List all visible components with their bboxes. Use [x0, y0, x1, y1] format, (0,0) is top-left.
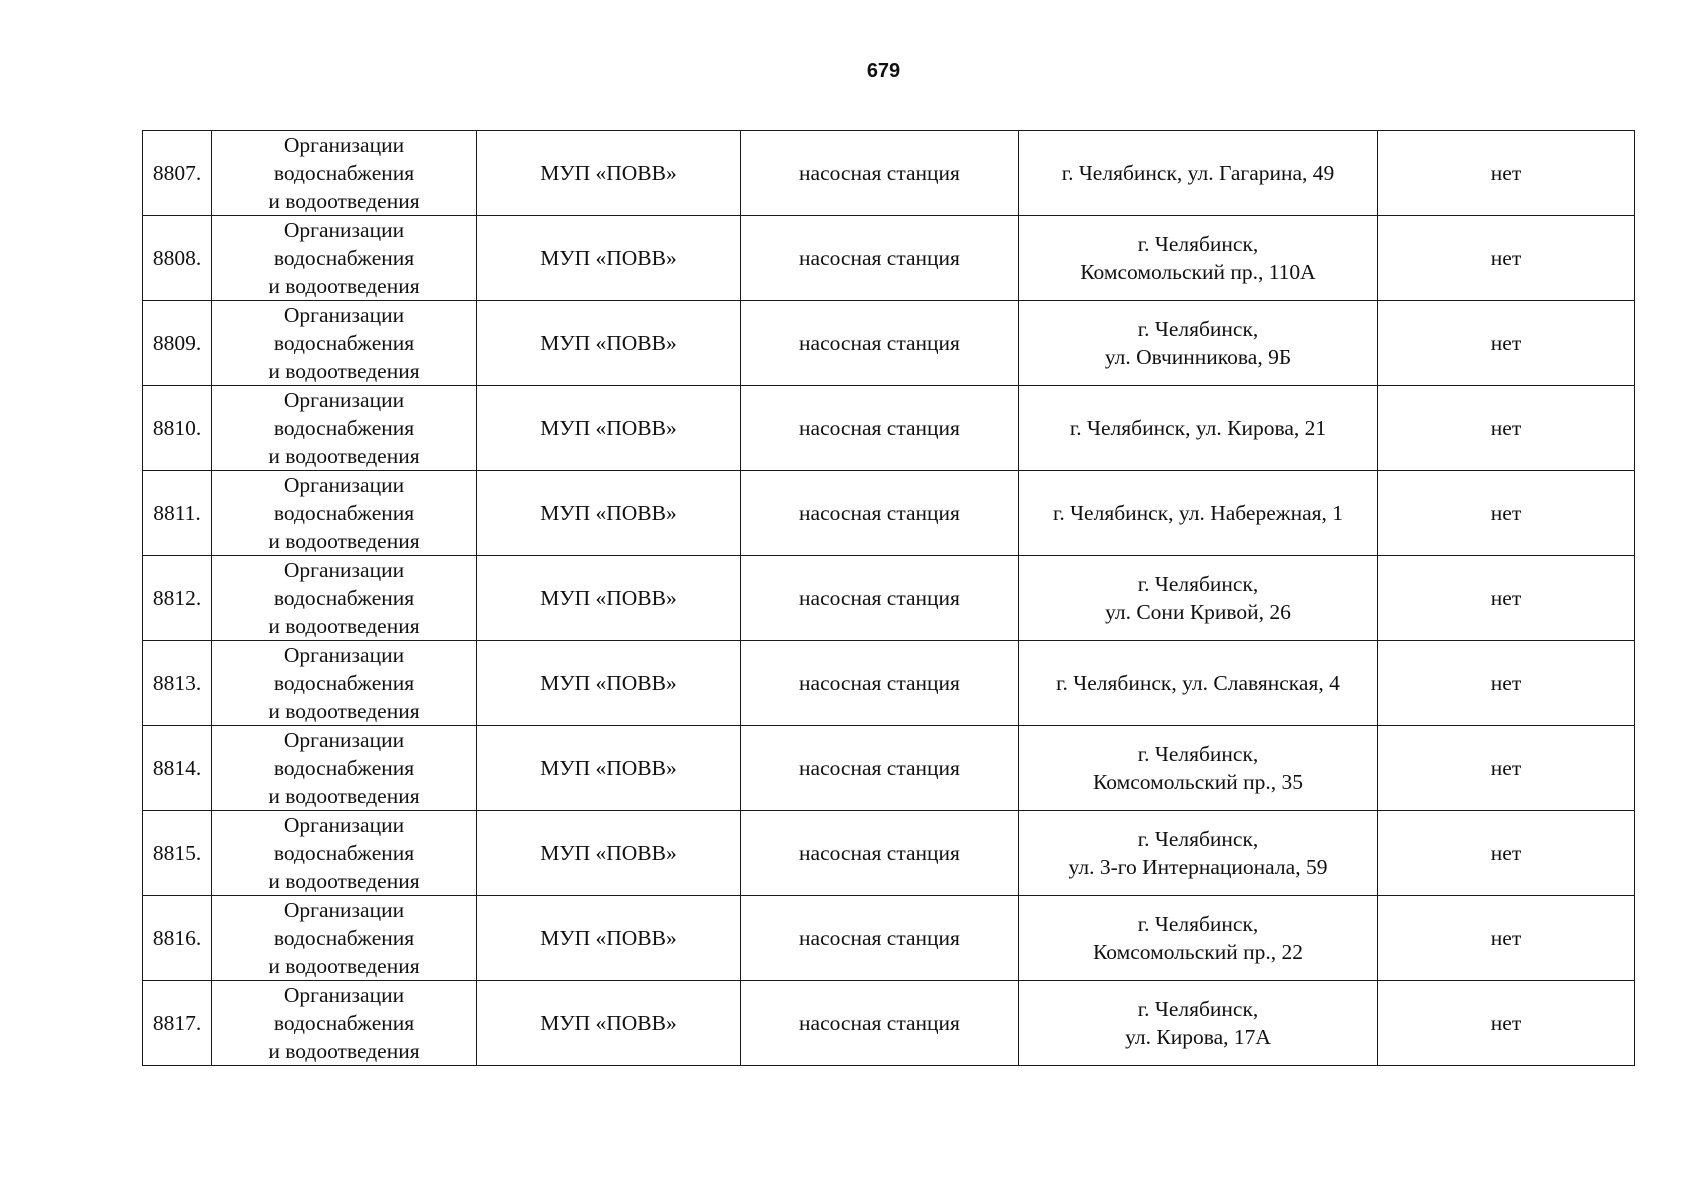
address-line: ул. Сони Кривой, 26	[1105, 600, 1291, 624]
organization-type-cell	[212, 896, 477, 981]
address-line: г. Челябинск,	[1137, 997, 1259, 1021]
address-line: г. Челябинск, ул. Славянская, 4	[1056, 671, 1340, 695]
company-cell: МУП «ПОВВ»	[477, 556, 741, 641]
row-number-cell: 8809.	[143, 301, 212, 386]
row-number-cell: 8816.	[143, 896, 212, 981]
company-cell: МУП «ПОВВ»	[477, 386, 741, 471]
organization-type-line: и водоотведения	[268, 699, 420, 723]
organization-type-cell	[212, 981, 477, 1066]
row-number-cell: 8812.	[143, 556, 212, 641]
object-type-cell: насосная станция	[741, 811, 1019, 896]
organization-type-line: Организации	[283, 643, 405, 667]
organization-type-line: и водоотведения	[268, 359, 420, 383]
registry-table-body	[143, 131, 1635, 1066]
organization-type-cell	[212, 641, 477, 726]
organization-type-line: водоснабжения	[273, 1011, 415, 1035]
status-cell: нет	[1378, 216, 1635, 301]
object-type-cell: насосная станция	[741, 981, 1019, 1066]
table-row	[143, 641, 1635, 726]
object-type-cell: насосная станция	[741, 301, 1019, 386]
organization-type-line: водоснабжения	[273, 416, 415, 440]
organization-type-line: водоснабжения	[273, 161, 415, 185]
address-line: г. Челябинск,	[1137, 742, 1259, 766]
organization-type-line: Организации	[283, 813, 405, 837]
status-cell: нет	[1378, 641, 1635, 726]
company-cell: МУП «ПОВВ»	[477, 216, 741, 301]
address-cell	[1019, 811, 1378, 896]
address-cell	[1019, 896, 1378, 981]
address-cell	[1019, 386, 1378, 471]
address-cell	[1019, 641, 1378, 726]
row-number-cell: 8817.	[143, 981, 212, 1066]
row-number-cell: 8810.	[143, 386, 212, 471]
table-row	[143, 471, 1635, 556]
organization-type-line: и водоотведения	[268, 189, 420, 213]
address-cell	[1019, 471, 1378, 556]
page-number: 679	[866, 60, 901, 82]
address-line: ул. 3-го Интернационала, 59	[1068, 855, 1328, 879]
row-number-cell: 8815.	[143, 811, 212, 896]
row-number-cell: 8808.	[143, 216, 212, 301]
address-line: г. Челябинск, ул. Набережная, 1	[1052, 501, 1344, 525]
row-number-cell: 8811.	[143, 471, 212, 556]
organization-type-line: водоснабжения	[273, 756, 415, 780]
address-cell	[1019, 726, 1378, 811]
address-line: г. Челябинск,	[1137, 317, 1259, 341]
organization-type-cell	[212, 131, 477, 216]
company-cell: МУП «ПОВВ»	[477, 811, 741, 896]
table-row	[143, 386, 1635, 471]
status-cell: нет	[1378, 301, 1635, 386]
status-cell: нет	[1378, 131, 1635, 216]
status-cell: нет	[1378, 386, 1635, 471]
organization-type-line: Организации	[283, 473, 405, 497]
organization-type-line: и водоотведения	[268, 529, 420, 553]
object-type-cell: насосная станция	[741, 556, 1019, 641]
table-row	[143, 811, 1635, 896]
organization-type-cell	[212, 386, 477, 471]
organization-type-line: водоснабжения	[273, 246, 415, 270]
organization-type-line: и водоотведения	[268, 274, 420, 298]
table-row	[143, 131, 1635, 216]
organization-type-line: Организации	[283, 303, 405, 327]
address-line: г. Челябинск,	[1137, 912, 1259, 936]
organization-type-cell	[212, 301, 477, 386]
organization-type-line: и водоотведения	[268, 614, 420, 638]
registry-table	[142, 130, 1635, 1066]
address-line: ул. Овчинникова, 9Б	[1104, 345, 1292, 369]
object-type-cell: насосная станция	[741, 896, 1019, 981]
row-number-cell: 8813.	[143, 641, 212, 726]
organization-type-line: и водоотведения	[268, 784, 420, 808]
status-cell: нет	[1378, 556, 1635, 641]
organization-type-cell	[212, 216, 477, 301]
organization-type-line: водоснабжения	[273, 671, 415, 695]
table-row	[143, 301, 1635, 386]
organization-type-line: и водоотведения	[268, 869, 420, 893]
address-cell	[1019, 131, 1378, 216]
organization-type-cell	[212, 556, 477, 641]
row-number-cell: 8807.	[143, 131, 212, 216]
organization-type-cell	[212, 726, 477, 811]
organization-type-cell	[212, 811, 477, 896]
organization-type-line: водоснабжения	[273, 926, 415, 950]
object-type-cell: насосная станция	[741, 641, 1019, 726]
address-line: Комсомольский пр., 22	[1093, 940, 1303, 964]
status-cell: нет	[1378, 811, 1635, 896]
object-type-cell: насосная станция	[741, 386, 1019, 471]
address-line: г. Челябинск,	[1137, 232, 1259, 256]
organization-type-line: Организации	[283, 728, 405, 752]
organization-type-line: Организации	[283, 388, 405, 412]
table-row	[143, 216, 1635, 301]
table-row	[143, 981, 1635, 1066]
company-cell: МУП «ПОВВ»	[477, 641, 741, 726]
address-cell	[1019, 556, 1378, 641]
company-cell: МУП «ПОВВ»	[477, 131, 741, 216]
company-cell: МУП «ПОВВ»	[477, 981, 741, 1066]
object-type-cell: насосная станция	[741, 471, 1019, 556]
organization-type-line: водоснабжения	[273, 501, 415, 525]
address-cell	[1019, 981, 1378, 1066]
company-cell: МУП «ПОВВ»	[477, 471, 741, 556]
address-line: г. Челябинск,	[1137, 572, 1259, 596]
organization-type-line: и водоотведения	[268, 954, 420, 978]
address-cell	[1019, 301, 1378, 386]
address-line: г. Челябинск, ул. Гагарина, 49	[1061, 161, 1335, 185]
organization-type-line: водоснабжения	[273, 586, 415, 610]
table-row	[143, 726, 1635, 811]
company-cell: МУП «ПОВВ»	[477, 896, 741, 981]
organization-type-line: Организации	[283, 983, 405, 1007]
organization-type-line: и водоотведения	[268, 444, 420, 468]
organization-type-line: Организации	[283, 898, 405, 922]
status-cell: нет	[1378, 471, 1635, 556]
organization-type-line: водоснабжения	[273, 841, 415, 865]
company-cell: МУП «ПОВВ»	[477, 726, 741, 811]
address-line: г. Челябинск, ул. Кирова, 21	[1069, 416, 1327, 440]
address-line: г. Челябинск,	[1137, 827, 1259, 851]
organization-type-line: Организации	[283, 558, 405, 582]
organization-type-line: Организации	[283, 218, 405, 242]
object-type-cell: насосная станция	[741, 131, 1019, 216]
organization-type-cell	[212, 471, 477, 556]
object-type-cell: насосная станция	[741, 726, 1019, 811]
status-cell: нет	[1378, 726, 1635, 811]
status-cell: нет	[1378, 981, 1635, 1066]
row-number-cell: 8814.	[143, 726, 212, 811]
object-type-cell: насосная станция	[741, 216, 1019, 301]
address-cell	[1019, 216, 1378, 301]
address-line: ул. Кирова, 17А	[1125, 1025, 1271, 1049]
address-line: Комсомольский пр., 35	[1093, 770, 1303, 794]
organization-type-line: водоснабжения	[273, 331, 415, 355]
organization-type-line: Организации	[283, 133, 405, 157]
status-cell: нет	[1378, 896, 1635, 981]
organization-type-line: и водоотведения	[268, 1039, 420, 1063]
address-line: Комсомольский пр., 110А	[1080, 260, 1316, 284]
table-row	[143, 556, 1635, 641]
table-row	[143, 896, 1635, 981]
company-cell: МУП «ПОВВ»	[477, 301, 741, 386]
